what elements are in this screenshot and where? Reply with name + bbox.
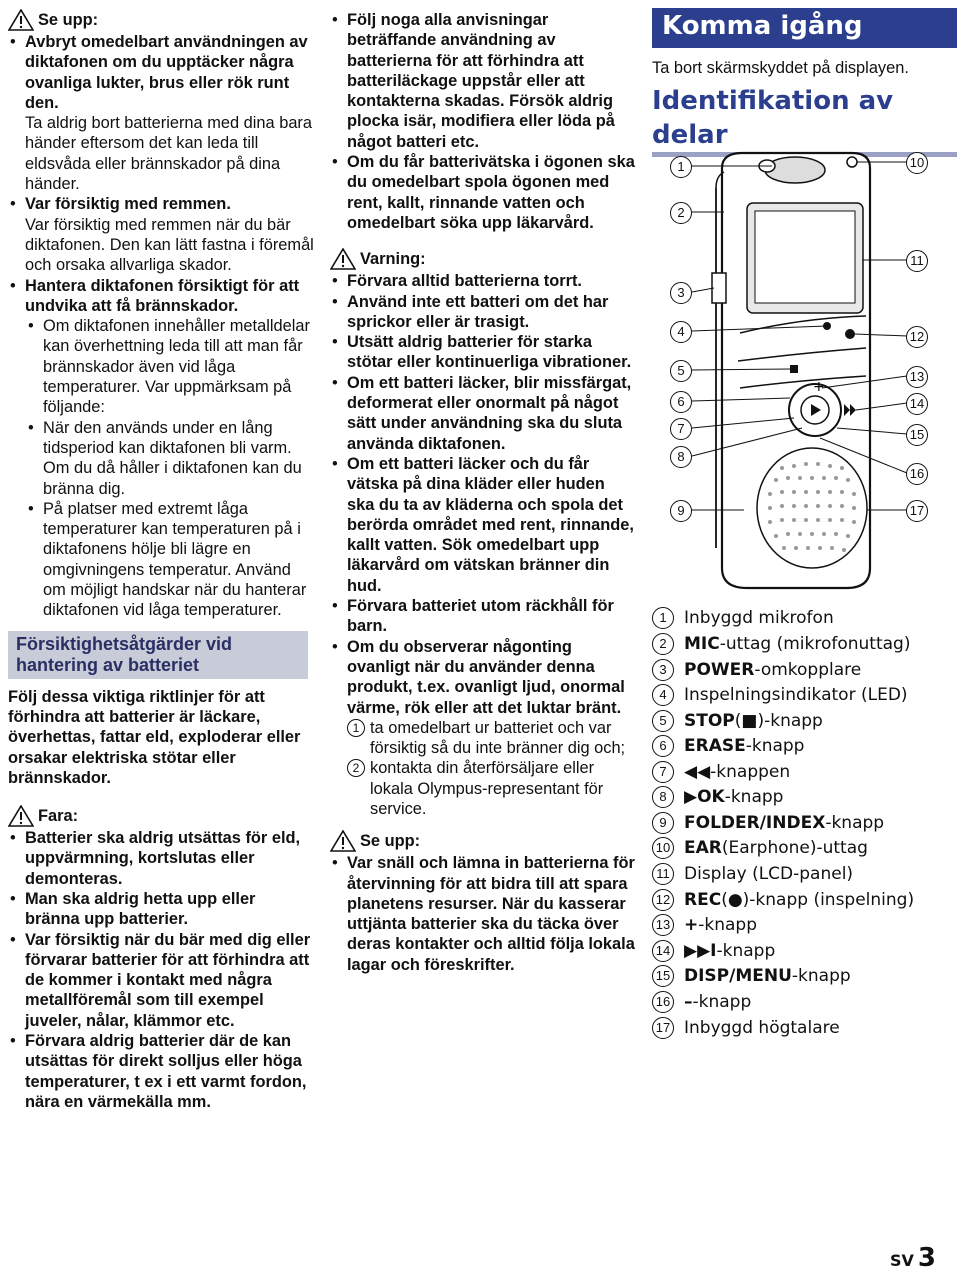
danger-item: • Man ska aldrig hetta upp eller bränna upp batterier.	[8, 889, 314, 930]
warning-item: • Förvara batteriet utom räckhåll för barn.	[330, 596, 635, 637]
callout-1: 1	[670, 156, 692, 178]
part-item: 2 MIC -uttag (mikrofonuttag)	[652, 632, 910, 656]
section-intro: Följ dessa viktiga riktlinjer för att förhindra att batterier är läckare, överhettas, fattar eld, exploderar eller orsakar elektriska stötar eller brännskador.	[8, 687, 301, 787]
warning-item: • Förvara alltid batterierna torrt.	[330, 271, 635, 291]
step-number: 2	[347, 759, 365, 777]
part-item: 13 + -knapp	[652, 913, 757, 937]
callout-14: 14	[906, 393, 928, 415]
page-title: Komma igång	[652, 8, 957, 48]
battery-item: • Följ noga alla anvisningar beträffande användning av batterierna för att förhindra att batteriläckage uppstår eller att kontakterna skadas. Försök aldrig plocka isär, modifiera eller löda på något batteri etc.	[330, 10, 635, 152]
callout-16: 16	[906, 463, 928, 485]
warning-item: • Utsätt aldrig batterier för starka stötar eller kontinuerliga vibrationer.	[330, 332, 635, 373]
caution-note: Var försiktig med remmen när du bär diktafonen. Den kan lätt fastna i föremål och orsaka allvarliga skador.	[25, 215, 314, 275]
warning-item: • Om ett batteri läcker och du får vätska på dina kläder eller huden ska du ta av kläderna och spola det berörda området med rent, rinnande, kallt vatten. Sök omedelbart upp läkarvård om vätskan bränner din hud.	[330, 454, 635, 596]
callout-11: 11	[906, 250, 928, 272]
part-item: 6 ERASE -knapp	[652, 734, 804, 758]
numbered-step: 1 ta omedelbart ur batteriet och var försiktig så du inte bränner dig och;	[330, 718, 635, 759]
caution-heading: Se upp:	[8, 8, 314, 32]
danger-item: • Var försiktig när du bär med dig eller förvarar batterier för att förhindra att de kommer i kontakt med några metallföremål som till exempel juveler, nålar, klämmor etc.	[8, 930, 314, 1031]
part-item: 5 STOP (■)-knapp	[652, 709, 823, 733]
part-item: 15 DISP/MENU -knapp	[652, 964, 851, 988]
part-item: 7 ◀◀ -knappen	[652, 760, 790, 784]
callout-15: 15	[906, 424, 928, 446]
callout-8: 8	[670, 446, 692, 468]
svg-text:+: +	[813, 379, 825, 395]
warning-triangle-icon	[330, 830, 356, 852]
callout-3: 3	[670, 282, 692, 304]
caution-note: Ta aldrig bort batterierna med dina bara händer eftersom det kan leda till eldsvåda eller brännskador på dina händer.	[25, 114, 313, 194]
warning-item: • Om ett batteri läcker, blir missfärgat, deformerat eller onormalt på något sätt under användning ska du sluta använda diktafonen.	[330, 373, 635, 454]
language-code: SV	[890, 1251, 914, 1270]
caution-heading: Se upp:	[330, 829, 635, 853]
battery-item: • Om du får batterivätska i ögonen ska du omedelbart spola ögonen med rent, kallt, rinnande vatten och omedelbart söka upp läkarvård.	[330, 152, 635, 233]
warning-triangle-icon	[8, 805, 34, 827]
page-footer	[890, 1243, 936, 1273]
caution-item: • Avbryt omedelbart användningen av diktafonen om du upptäcker några ovanliga lukter, brus eller rök runt den.	[8, 32, 314, 113]
page-number: 3	[917, 1243, 936, 1273]
callout-4: 4	[670, 321, 692, 343]
caution-item: • Hantera diktafonen försiktigt för att undvika att få brännskador.	[8, 276, 314, 317]
column-2	[330, 10, 635, 975]
part-item: 17 Inbyggd högtalare	[652, 1016, 840, 1040]
part-item: 4 Inspelningsindikator (LED)	[652, 683, 908, 707]
part-item: 3 POWER -omkopplare	[652, 658, 861, 682]
caution-subitem: • På platser med extremt låga temperaturer kan temperaturen på i diktafonens hölje bli lägre en omgivningens temperatur. Använd om möjligt handskar när du hanterar diktafonen vid låga temperaturer.	[8, 499, 314, 621]
part-item: 8 ▶OK -knapp	[652, 785, 783, 809]
section-title: Identifikation av delar	[652, 84, 957, 157]
danger-item: • Förvara aldrig batterier där de kan utsättas för direkt solljus eller höga temperaturer, t ex i ett varmt fordon, nära en värmekälla mm.	[8, 1031, 314, 1112]
part-item: 1 Inbyggd mikrofon	[652, 606, 834, 630]
part-item: 10 EAR (Earphone)-uttag	[652, 836, 868, 860]
warning-triangle-icon	[8, 9, 34, 31]
warning-heading: Varning:	[330, 247, 635, 271]
callout-2: 2	[670, 202, 692, 224]
callout-9: 9	[670, 500, 692, 522]
callout-17: 17	[906, 500, 928, 522]
column-3	[652, 0, 957, 157]
part-item: 11 Display (LCD-panel)	[652, 862, 853, 886]
subtitle: Ta bort skärmskyddet på displayen.	[652, 59, 909, 77]
callout-12: 12	[906, 326, 928, 348]
callout-13: 13	[906, 366, 928, 388]
caution-subitem: • När den används under en lång tidsperiod kan diktafonen bli varm. Om du då håller i diktafonen kan du bränna dig.	[8, 418, 314, 499]
callout-6: 6	[670, 391, 692, 413]
caution-item: • Var försiktig med remmen.	[8, 194, 314, 214]
column-1	[8, 0, 314, 1112]
callout-10: 10	[906, 152, 928, 174]
numbered-step: 2 kontakta din återförsäljare eller lokala Olympus-representant för service.	[330, 758, 635, 819]
warning-item: • Om du observerar någonting ovanligt när du använder denna produkt, t.ex. ovanligt ljud, onormal värme, rök eller att det luktar bränt.	[330, 637, 635, 718]
part-item: 14 ▶▶I -knapp	[652, 939, 775, 963]
part-item: 12 REC (●)-knapp (inspelning)	[652, 888, 914, 912]
callout-7: 7	[670, 418, 692, 440]
section-heading: Försiktighetsåtgärder vid hantering av batteriet	[8, 631, 308, 679]
warning-triangle-icon	[330, 248, 356, 270]
caution-subitem: • Om diktafonen innehåller metalldelar kan överhettning leda till att man får brännskador även vid låga temperaturer. Var uppmärksam på följande:	[8, 316, 314, 417]
danger-item: • Batterier ska aldrig utsättas för eld, uppvärmning, kortslutas eller demonteras.	[8, 828, 314, 889]
danger-heading: Fara:	[8, 804, 314, 828]
part-item: 9 FOLDER/INDEX -knapp	[652, 811, 884, 835]
caution-item: • Var snäll och lämna in batterierna för återvinning för att bidra till att spara planetens resurser. När du kasserar uttjänta batterier ska du täcka över deras kontakter och alltid följa lokala lagar och föreskrifter.	[330, 853, 635, 975]
callout-5: 5	[670, 360, 692, 382]
step-number: 1	[347, 719, 365, 737]
part-item: 16 – -knapp	[652, 990, 751, 1014]
warning-item: • Använd inte ett batteri om det har sprickor eller är trasigt.	[330, 292, 635, 333]
